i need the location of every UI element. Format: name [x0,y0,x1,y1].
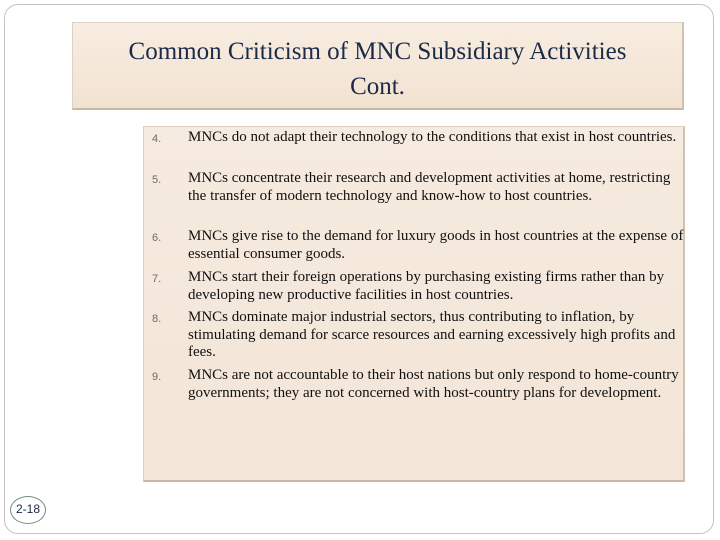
list-item-text: MNCs do not adapt their technology to the conditions that exist in host countries. [188,129,677,145]
list-item-text: MNCs give rise to the demand for luxury goods in host countries at the expense of essential consumer goods. [188,228,684,262]
list-item-number: 7. [152,273,162,285]
page-number-badge: 2-18 [10,496,46,524]
list-item-text: MNCs are not accountable to their host nations but only respond to home-country governments; they are not concerned with host-country plans for development. [188,367,679,401]
content-box [143,126,685,482]
slide-title-line-1: Common Criticism of MNC Subsidiary Activities [128,38,627,65]
slide-title-line-2: Cont. [350,73,405,100]
list-item-number: 4. [152,133,162,145]
list-item-number: 8. [152,313,162,325]
list-item-number: 6. [152,232,162,244]
list-item-text: MNCs start their foreign operations by purchasing existing firms rather than by developing new productive facilities in host countries. [188,269,665,303]
list-item-text: MNCs concentrate their research and development activities at home, restricting the transfer of modern technology and know-how to host countries. [188,170,671,204]
list-item-number: 5. [152,174,162,186]
list-item-number: 9. [152,371,162,383]
title-box [72,22,684,110]
list-item-text: MNCs dominate major industrial sectors, thus contributing to inflation, by stimulating demand for scarce resources and earning excessively high profits and fees. [188,309,676,360]
